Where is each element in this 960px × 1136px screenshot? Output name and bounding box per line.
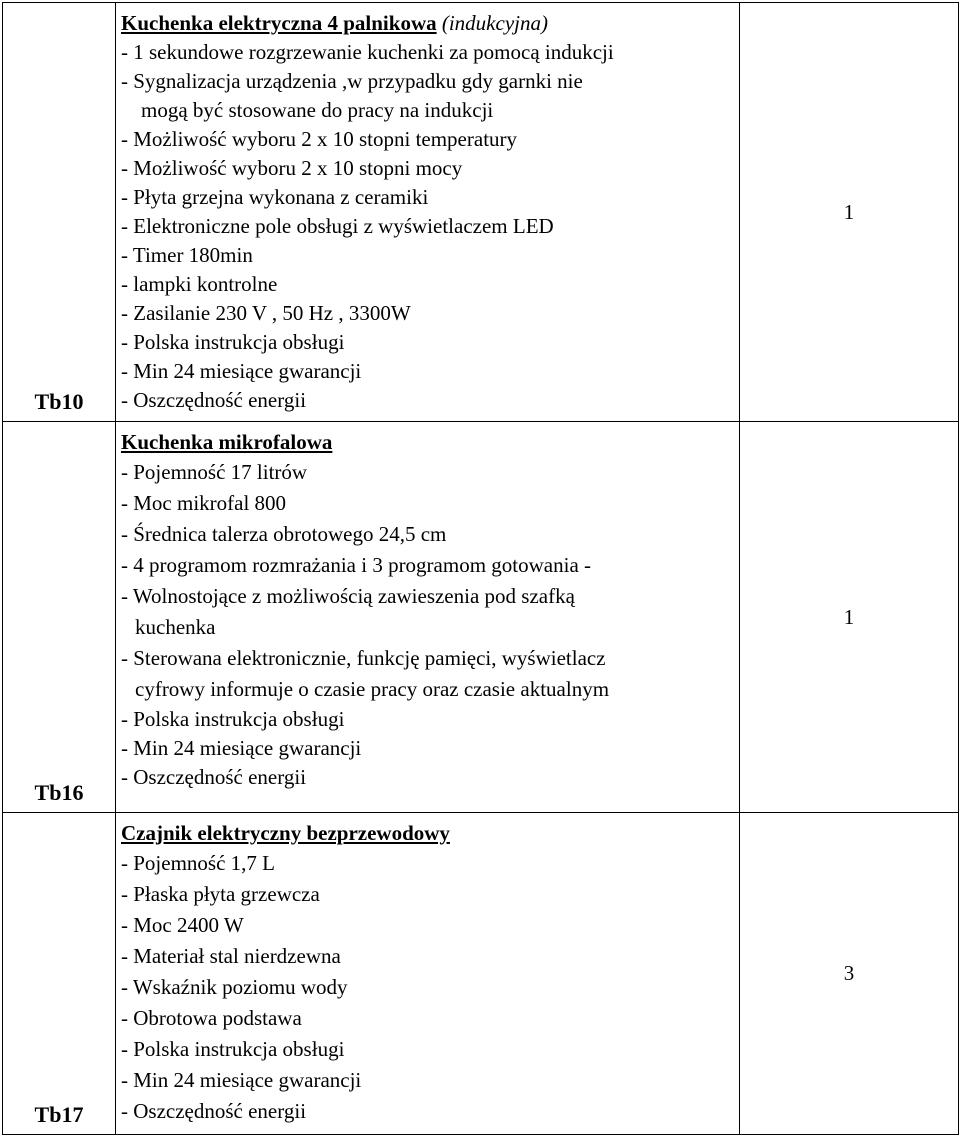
item-code-cell	[3, 3, 116, 422]
spec-line: - Oszczędność energii	[121, 765, 307, 789]
spec-line: - Wolnostojące z możliwością zawieszenia pod szafką	[121, 584, 575, 608]
item-description-cell	[116, 3, 740, 422]
spec-line: mogą być stosowane do pracy na indukcji	[141, 98, 494, 122]
spec-line: - Możliwość wyboru 2 x 10 stopni temperatury	[121, 127, 518, 151]
spec-line: cyfrowy informuje o czasie pracy oraz czasie aktualnym	[135, 677, 610, 701]
item-title: Kuchenka elektryczna 4 palnikowa	[121, 11, 437, 35]
spec-line: - Sygnalizacja urządzenia ,w przypadku gdy garnki nie	[121, 69, 583, 93]
spec-line: - Moc mikrofal 800	[121, 491, 287, 515]
spec-line: - Płyta grzejna wykonana z ceramiki	[121, 185, 429, 209]
item-title: Kuchenka mikrofalowa	[121, 430, 333, 454]
item-description-cell	[116, 422, 740, 813]
spec-line: - Elektroniczne pole obsługi z wyświetlaczem LED	[121, 214, 554, 238]
spec-line: - 1 sekundowe rozgrzewanie kuchenki za pomocą indukcji	[121, 40, 614, 64]
item-title-line	[121, 428, 735, 457]
item-title-line	[121, 9, 735, 38]
item-code: Tb17	[34, 1102, 84, 1127]
specification-table	[2, 2, 959, 1135]
item-title-line	[121, 819, 735, 848]
item-code: Tb10	[34, 389, 84, 414]
spec-line: - Możliwość wyboru 2 x 10 stopni mocy	[121, 156, 463, 180]
item-quantity: 1	[843, 199, 855, 224]
spec-line: - Pojemność 17 litrów	[121, 460, 308, 484]
spec-line: - Sterowana elektronicznie, funkcję pamięci, wyświetlacz	[121, 646, 606, 670]
spec-line: - Min 24 miesiące gwarancji	[121, 359, 362, 383]
item-code: Tb16	[34, 780, 84, 805]
spec-line: - 4 programom rozmrażania i 3 programom gotowania -	[121, 553, 592, 577]
spec-line: - Min 24 miesiące gwarancji	[121, 736, 362, 760]
item-quantity: 1	[843, 604, 855, 629]
item-quantity-cell	[740, 813, 959, 1135]
spec-line: - Zasilanie 230 V , 50 Hz , 3300W	[121, 301, 411, 325]
spec-line: - lampki kontrolne	[121, 272, 278, 296]
spec-line: - Średnica talerza obrotowego 24,5 cm	[121, 522, 447, 546]
spec-line: - Polska instrukcja obsługi	[121, 1037, 345, 1061]
spec-line: - Materiał stal nierdzewna	[121, 944, 341, 968]
spec-line: kuchenka	[135, 615, 216, 639]
item-quantity-cell	[740, 422, 959, 813]
item-quantity-cell	[740, 3, 959, 422]
item-subtitle: (indukcyjna)	[441, 11, 548, 35]
item-quantity: 3	[843, 961, 855, 985]
table-row	[3, 422, 959, 813]
spec-line: - Płaska płyta grzewcza	[121, 882, 320, 906]
spec-line: - Obrotowa podstawa	[121, 1006, 302, 1030]
spec-line: - Timer 180min	[121, 243, 253, 267]
table-row	[3, 813, 959, 1135]
spec-line: - Moc 2400 W	[121, 913, 244, 937]
spec-line: - Polska instrukcja obsługi	[121, 707, 345, 731]
item-description-cell	[116, 813, 740, 1135]
spec-line: - Oszczędność energii	[121, 1099, 307, 1123]
spec-line: - Oszczędność energii	[121, 388, 307, 412]
spec-line: - Min 24 miesiące gwarancji	[121, 1068, 362, 1092]
item-code-cell	[3, 813, 116, 1135]
spec-line: - Pojemność 1,7 L	[121, 851, 275, 875]
item-title: Czajnik elektryczny bezprzewodowy	[121, 821, 450, 845]
item-code-cell	[3, 422, 116, 813]
spec-line: - Polska instrukcja obsługi	[121, 330, 345, 354]
table-row	[3, 3, 959, 422]
spec-line: - Wskaźnik poziomu wody	[121, 975, 348, 999]
